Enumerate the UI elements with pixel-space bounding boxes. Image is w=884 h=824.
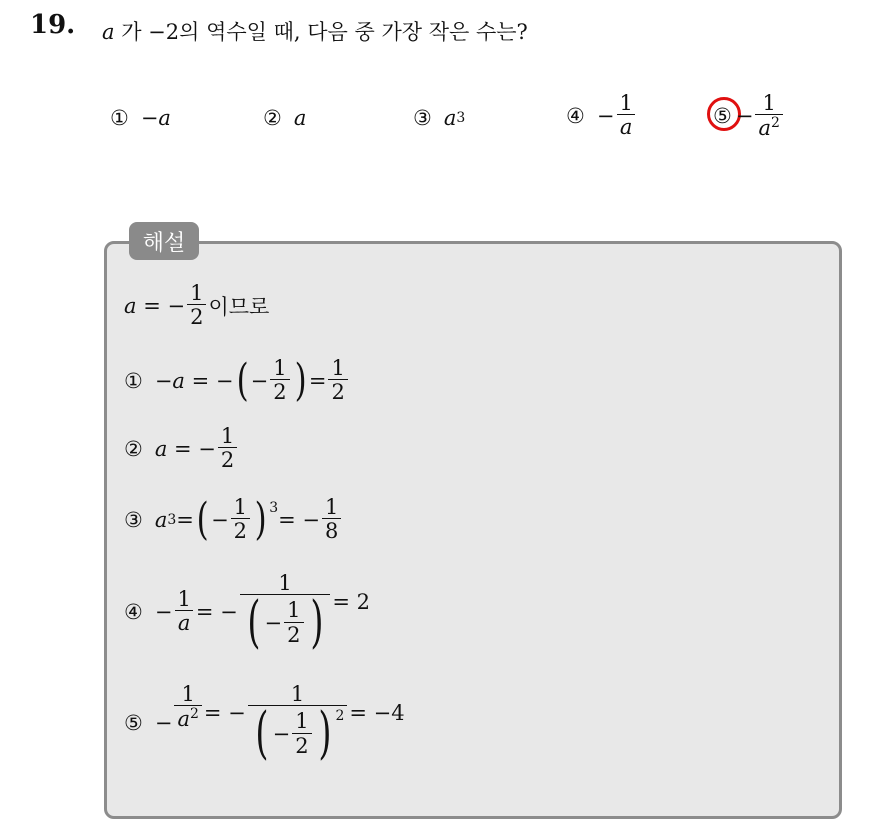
line1-fraction-2 (328, 357, 347, 404)
line1-fraction (270, 357, 289, 404)
line2-mark: ② (124, 436, 143, 461)
line5-open-paren: ( (255, 701, 269, 767)
line4-mark: ④ (124, 599, 143, 624)
line4-innernum: 1 (287, 598, 301, 623)
line5-inner-fraction (292, 710, 311, 757)
line4-bigden (240, 590, 331, 656)
line5-innerden: 2 (292, 733, 311, 758)
line3-eq2: = − (278, 507, 321, 532)
line2-fraction (218, 425, 237, 472)
choice-4-fraction (616, 92, 635, 139)
question-text (102, 16, 528, 46)
choice-4-denominator: a (617, 114, 636, 139)
line3-den: 2 (231, 518, 250, 543)
choice-4-sign: − (596, 103, 615, 128)
line4-bignum: 1 (278, 571, 292, 595)
choice-4-mark: ④ (566, 103, 585, 128)
line5-big-fraction (248, 682, 348, 767)
line4-close-paren: ) (309, 590, 324, 656)
choice-3-expr: a (443, 106, 457, 130)
question-number: 19. (30, 10, 76, 40)
choice-5-sign: − (735, 104, 754, 129)
line5-mark: ⑤ (124, 710, 143, 735)
line3-var-exp: 3 (167, 511, 177, 528)
line3-mark: ③ (124, 507, 143, 532)
choice-2-mark: ② (263, 106, 282, 130)
line4-num: 1 (177, 586, 191, 611)
line1-num2: 1 (331, 356, 345, 380)
line2-text: a = − (154, 436, 216, 461)
line3-close-paren: ) (254, 493, 267, 545)
choice-3-mark: ③ (413, 106, 432, 130)
solution-line-3 (124, 493, 343, 545)
choice-4-numerator: 1 (619, 91, 633, 115)
line4-eq: = − (195, 599, 238, 624)
choice-5-mark: ⑤ (713, 104, 732, 129)
line0-num: 1 (190, 281, 204, 305)
choice-4[interactable] (566, 92, 638, 139)
line5-den-exp: 2 (189, 706, 199, 723)
line1-open-paren: ( (236, 354, 249, 406)
solution-line-5 (124, 682, 405, 767)
choice-5-denominator (755, 114, 782, 140)
solution-line-1 (124, 354, 350, 406)
line3-fraction (231, 496, 250, 543)
line1-num: 1 (273, 356, 287, 380)
line4-inner-fraction (284, 599, 303, 646)
line4-sign: − (154, 599, 173, 624)
line5-minus: − (272, 721, 291, 746)
solution-line-4 (124, 571, 371, 656)
line5-fraction (174, 683, 201, 731)
solution-line-2 (124, 425, 239, 472)
line2-den: 2 (218, 447, 237, 472)
choice-3-exponent: 3 (456, 110, 466, 126)
line5-eq: = − (203, 701, 246, 725)
line5-close-paren: ) (317, 701, 332, 767)
line5-bignum: 1 (290, 682, 305, 706)
line3-minus: − (211, 507, 229, 532)
choice-5-den-var: a (758, 116, 771, 141)
line0-lhs: a = − (124, 293, 186, 318)
choice-5-numerator: 1 (762, 91, 776, 115)
choice-3[interactable] (413, 106, 465, 130)
line3-eq: = (176, 507, 194, 532)
line1-den: 2 (270, 379, 289, 404)
choice-1[interactable] (110, 106, 171, 130)
line3-fraction-2 (322, 496, 341, 543)
choice-5[interactable] (713, 92, 785, 140)
line3-den2: 8 (322, 518, 341, 543)
question-variable: a (102, 20, 115, 44)
line3-var: a (154, 507, 168, 532)
line1-mark: ① (124, 368, 143, 393)
line5-result: = −4 (349, 701, 405, 725)
line0-fraction (187, 282, 206, 329)
line1-close-paren: ) (294, 354, 307, 406)
line2-num: 1 (220, 424, 235, 448)
line3-num: 1 (233, 495, 248, 519)
choice-2[interactable] (263, 106, 306, 130)
line5-innernum: 1 (295, 709, 309, 734)
line5-sign: − (154, 710, 173, 735)
line5-power: 2 (335, 708, 345, 725)
line4-open-paren: ( (247, 590, 261, 656)
line5-bigden (248, 701, 348, 767)
line1-minus: − (250, 368, 269, 393)
line4-fraction (174, 588, 193, 635)
line5-den-var: a (177, 707, 190, 732)
choice-2-expr: a (293, 106, 307, 130)
solution-tag: 해설 (129, 222, 199, 260)
line5-den (174, 705, 201, 731)
line4-big-fraction (240, 571, 331, 656)
line1-eq: = (308, 368, 327, 393)
line3-power: 3 (269, 500, 279, 516)
question-body: 가 −2의 역수일 때, 다음 중 가장 작은 수는? (114, 20, 528, 44)
line5-num: 1 (181, 682, 195, 706)
choice-1-mark: ① (110, 106, 129, 130)
choice-1-expr: −a (140, 106, 171, 130)
line3-open-paren: ( (196, 493, 209, 545)
line1-den2: 2 (328, 379, 347, 404)
choice-5-den-exp: 2 (770, 115, 780, 132)
choice-5-fraction (755, 92, 782, 140)
line4-minus: − (264, 610, 283, 635)
line4-result: = 2 (332, 590, 371, 614)
line0-den: 2 (187, 304, 206, 329)
line4-innerden: 2 (284, 622, 303, 647)
line4-den: a (175, 610, 194, 635)
line1-text: −a = − (154, 368, 234, 393)
line0-suffix: 이므로 (208, 294, 270, 319)
line3-num2: 1 (325, 495, 339, 519)
solution-line-0 (124, 282, 269, 329)
